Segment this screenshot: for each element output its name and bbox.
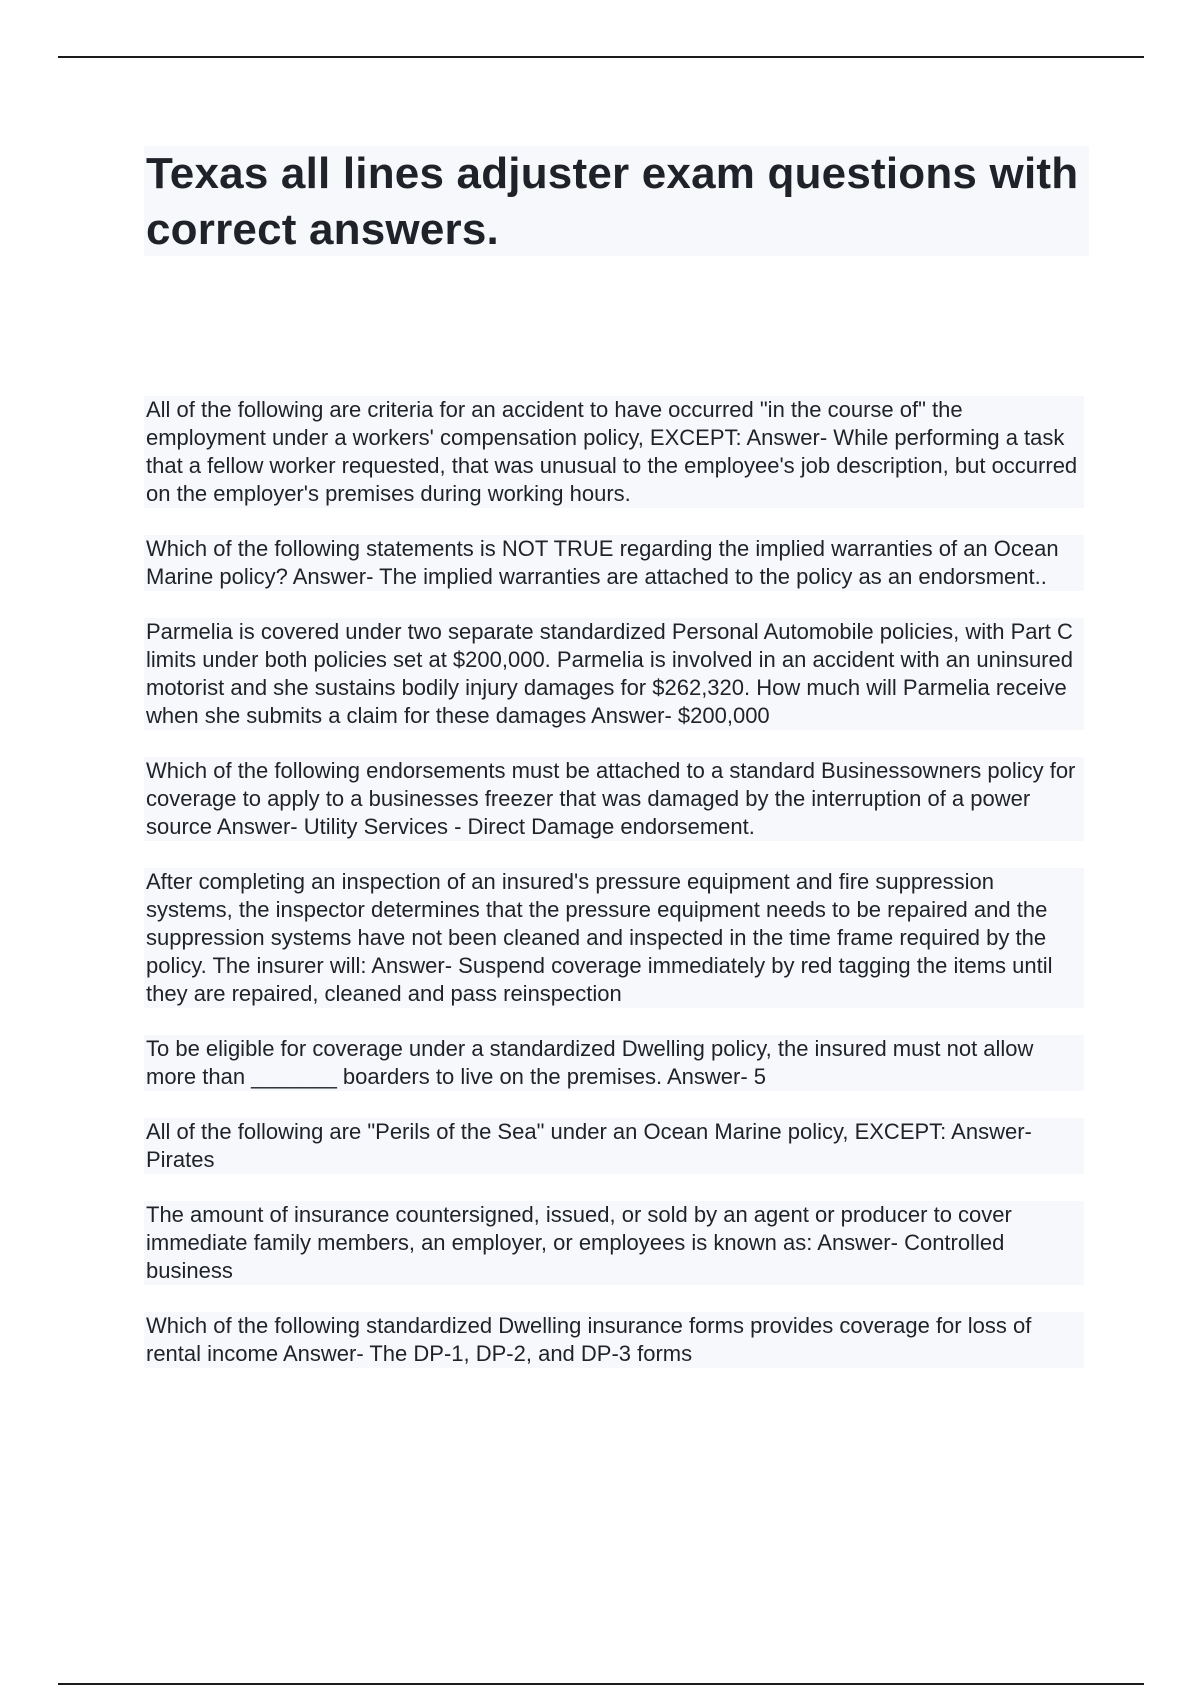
page-title: Texas all lines adjuster exam questions with correct answers. (146, 149, 1079, 254)
question-item: All of the following are criteria for an accident to have occurred "in the course of" the employment under a workers' compensation policy, EXCEPT: Answer- While performing a task that a fellow worker requested, that was unusual to the employee's job description, but occurred on the employer's premises during working hours. (144, 396, 1084, 508)
question-item: After completing an inspection of an insured's pressure equipment and fire suppression systems, the inspector determines that the pressure equipment needs to be repaired and the suppression systems have not been cleaned and inspected in the time frame required by the policy. The insurer will: Answer- Suspend coverage immediately by red tagging the items until they are repaired, cleaned and pass reinspection (144, 868, 1084, 1008)
question-list (144, 396, 1084, 1395)
bottom-rule (58, 1683, 1144, 1685)
question-item: Parmelia is covered under two separate standardized Personal Automobile policies, with Part C limits under both policies set at $200,000. Parmelia is involved in an accident with an uninsured motorist and she sustains bodily injury damages for $262,320. How much will Parmelia receive when she submits a claim for these damages Answer- $200,000 (144, 618, 1084, 730)
question-item: Which of the following endorsements must be attached to a standard Businessowners policy for coverage to apply to a businesses freezer that was damaged by the interruption of a power source Answer- Utility Services - Direct Damage endorsement. (144, 757, 1084, 841)
question-item: Which of the following standardized Dwelling insurance forms provides coverage for loss of rental income Answer- The DP-1, DP-2, and DP-3 forms (144, 1312, 1084, 1368)
question-item: Which of the following statements is NOT TRUE regarding the implied warranties of an Ocean Marine policy? Answer- The implied warranties are attached to the policy as an endorsment.. (144, 535, 1084, 591)
question-item: The amount of insurance countersigned, issued, or sold by an agent or producer to cover immediate family members, an employer, or employees is known as: Answer- Controlled business (144, 1201, 1084, 1285)
question-item: To be eligible for coverage under a standardized Dwelling policy, the insured must not allow more than _______ boarders to live on the premises. Answer- 5 (144, 1035, 1084, 1091)
top-rule (58, 56, 1144, 58)
question-item: All of the following are "Perils of the Sea" under an Ocean Marine policy, EXCEPT: Answer- Pirates (144, 1118, 1084, 1174)
title-block (144, 146, 1089, 256)
